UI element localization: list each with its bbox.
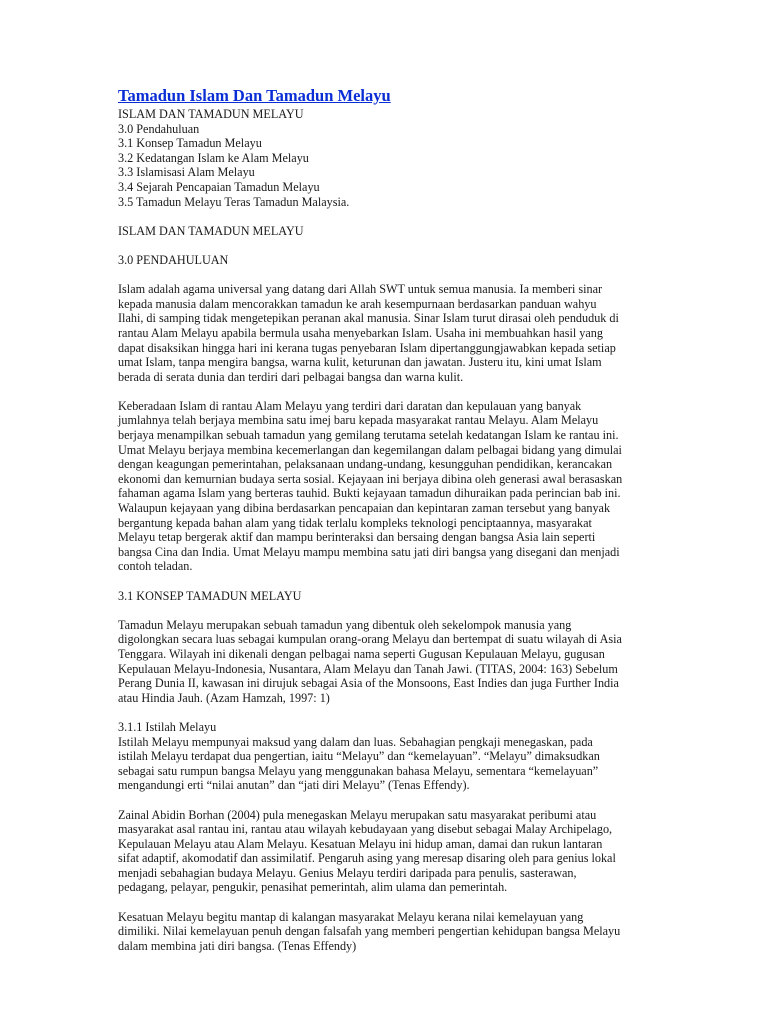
paragraph-line: Istilah Melayu mempunyai maksud yang dalam dan luas. Sebahagian pengkaji menegaskan, pada <box>118 734 593 749</box>
paragraph-line: menjadi sebahagian budaya Melayu. Genius Melayu terdiri daripada para penulis, sasterawan, <box>118 865 577 880</box>
paragraph-line: Tamadun Melayu merupakan sebuah tamadun yang dibentuk oleh sekelompok manusia yang <box>118 617 572 632</box>
paragraph-line: Walaupun kejayaan yang dibina berdasarkan pencapaian dan kepintaran zaman tersebut yang banyak <box>118 501 611 516</box>
paragraph-line: jumlahnya telah berjaya membina satu imej baru kepada masyarakat rantau Melayu. Alam Melayu <box>118 413 599 428</box>
paragraph-line: Melayu tetap bergerak aktif dan mampu berinteraksi dan bersaing dengan bangsa Asia lain seperti <box>118 530 596 545</box>
document-title-link[interactable]: Tamadun Islam Dan Tamadun Melayu <box>118 86 391 105</box>
toc-item: 3.0 Pendahuluan <box>118 121 200 136</box>
paragraph-line: Tenggara. Wilayah ini dikenali dengan pelbagai nama seperti Gugusan Kepulauan Melayu, gugusan <box>118 646 605 661</box>
paragraph-line: mengandungi erti “nilai anutan” dan “jati diri Melayu” (Tenas Effendy). <box>118 778 470 793</box>
paragraph-line: ekonomi dan kemurnian budaya serta sosial. Kejayaan ini berjaya dibina oleh generasi awal berasaskan <box>118 471 623 486</box>
paragraph-5 <box>118 808 698 896</box>
paragraph-line: sifat adaptif, akomodatif dan assimilatif. Pengaruh asing yang meresap disaring oleh para genius lokal <box>118 851 616 866</box>
paragraph-line: atau Hindia Jauh. (Azam Hamzah, 1997: 1) <box>118 690 330 705</box>
toc-item: 3.1 Konsep Tamadun Melayu <box>118 136 262 151</box>
toc-item: 3.5 Tamadun Melayu Teras Tamadun Malaysia. <box>118 194 350 209</box>
paragraph-line: sebagai satu rumpun bangsa Melayu yang menggunakan bahasa Melayu, sementara “kemelayuan” <box>118 763 599 778</box>
paragraph-line: rantau Alam Melayu apabila bermula usaha menyebarkan Islam. Usaha ini membuahkan hasil yang <box>118 325 603 340</box>
paragraph-line: berjaya menampilkan sebuah tamadun yang gemilang terutama setelah kedatangan Islam ke rantau ini. <box>118 428 619 443</box>
paragraph-line: Keberadaan Islam di rantau Alam Melayu yang terdiri dari daratan dan kepulauan yang banyak <box>118 398 582 413</box>
paragraph-line: kepada manusia dalam mencorakkan tamadun ke arah kesempurnaan berdasarkan panduan wahyu <box>118 296 597 311</box>
paragraph-4 <box>118 735 698 793</box>
section-heading-istilah: 3.1.1 Istilah Melayu <box>118 719 217 734</box>
paragraph-6 <box>118 910 698 954</box>
section-heading-pendahuluan: 3.0 PENDAHULUAN <box>118 252 229 267</box>
toc-item: 3.2 Kedatangan Islam ke Alam Melayu <box>118 150 309 165</box>
paragraph-line: Islam adalah agama universal yang datang dari Allah SWT untuk semua manusia. Ia memberi sinar <box>118 282 603 297</box>
paragraph-line: contoh teladan. <box>118 559 193 574</box>
paragraph-line: istilah Melayu terdapat dua pengertian, iaitu “Melayu” dan “kemelayuan”. “Melayu” dimaksudkan <box>118 749 600 764</box>
section-heading-konsep: 3.1 KONSEP TAMADUN MELAYU <box>118 588 302 603</box>
paragraph-line: bangsa Cina dan India. Umat Melayu mampu membina satu jati diri bangsa yang disegani dan menjadi <box>118 544 620 559</box>
paragraph-line: Zainal Abidin Borhan (2004) pula menegaskan Melayu merupakan satu masyarakat peribumi atau <box>118 807 597 822</box>
paragraph-line: dengan keagungan pemerintahan, pelaksanaan undang-undang, kesungguhan pendidikan, kerancakan <box>118 457 613 472</box>
paragraph-3 <box>118 618 698 706</box>
paragraph-line: Perang Dunia II, kawasan ini dirujuk sebagai Asia of the Monsoons, East Indies dan juga Further India <box>118 676 619 691</box>
toc-item: 3.3 Islamisasi Alam Melayu <box>118 165 255 180</box>
paragraph-line: digolongkan secara luas sebagai kumpulan orang-orang Melayu dan bertempat di suatu wilayah di Asia <box>118 632 622 647</box>
paragraph-line: umat Islam, tanpa mengira bangsa, warna kulit, keturunan dan jawatan. Justeru itu, kini umat Islam <box>118 355 602 370</box>
paragraph-line: dapat disaksikan hingga hari ini kerana tugas penyebaran Islam dipertanggungjawabkan kepada setiap <box>118 340 616 355</box>
table-of-contents <box>118 107 698 209</box>
toc-item: ISLAM DAN TAMADUN MELAYU <box>118 107 304 121</box>
paragraph-line: pedagang, pelayar, pengukir, penasihat pemerintah, alim ulama dan pemerintah. <box>118 880 508 895</box>
paragraph-1 <box>118 282 698 384</box>
toc-item: 3.4 Sejarah Pencapaian Tamadun Melayu <box>118 179 320 194</box>
paragraph-line: Kepulauan Melayu-Indonesia, Nusantara, Alam Melayu dan Tanah Jawi. (TITAS, 2004: 163) Sebelum <box>118 661 618 676</box>
paragraph-line: Ilahi, di samping tidak mengetepikan peranan akal manusia. Sinar Islam turut dirasai oleh penduduk di <box>118 311 619 326</box>
paragraph-line: Kesatuan Melayu begitu mantap di kalangan masyarakat Melayu kerana nilai kemelayuan yang <box>118 909 584 924</box>
paragraph-line: dalam membina jati diri bangsa. (Tenas Effendy) <box>118 938 357 953</box>
paragraph-line: Kepulauan Melayu atau Alam Melayu. Kesatuan Melayu ini hidup aman, damai dan rukun lantaran <box>118 836 603 851</box>
paragraph-line: Umat Melayu berjaya membina kecemerlangan dan kegemilangan dalam pelbagai bidang yang dimulai <box>118 442 622 457</box>
paragraph-line: dimiliki. Nilai kemelayuan penuh dengan falsafah yang memberi pengertian kehidupan bangsa Melayu <box>118 924 621 939</box>
paragraph-line: masyarakat asal rantau ini, rantau atau wilayah kebudayaan yang disebut sebagai Malay Archipelago, <box>118 822 613 837</box>
section-heading-main: ISLAM DAN TAMADUN MELAYU <box>118 223 304 238</box>
paragraph-line: bergantung kepada bahan alam yang tidak terlalu kompleks teknologi penciptaannya, masyarakat <box>118 515 592 530</box>
paragraph-2 <box>118 399 698 574</box>
paragraph-line: berada di serata dunia dan terdiri dari pelbagai bangsa dan warna kulit. <box>118 369 464 384</box>
paragraph-line: fahaman agama Islam yang berteras tauhid. Bukti kejayaan tamadun dihuraikan pada perincian bab ini. <box>118 486 621 501</box>
